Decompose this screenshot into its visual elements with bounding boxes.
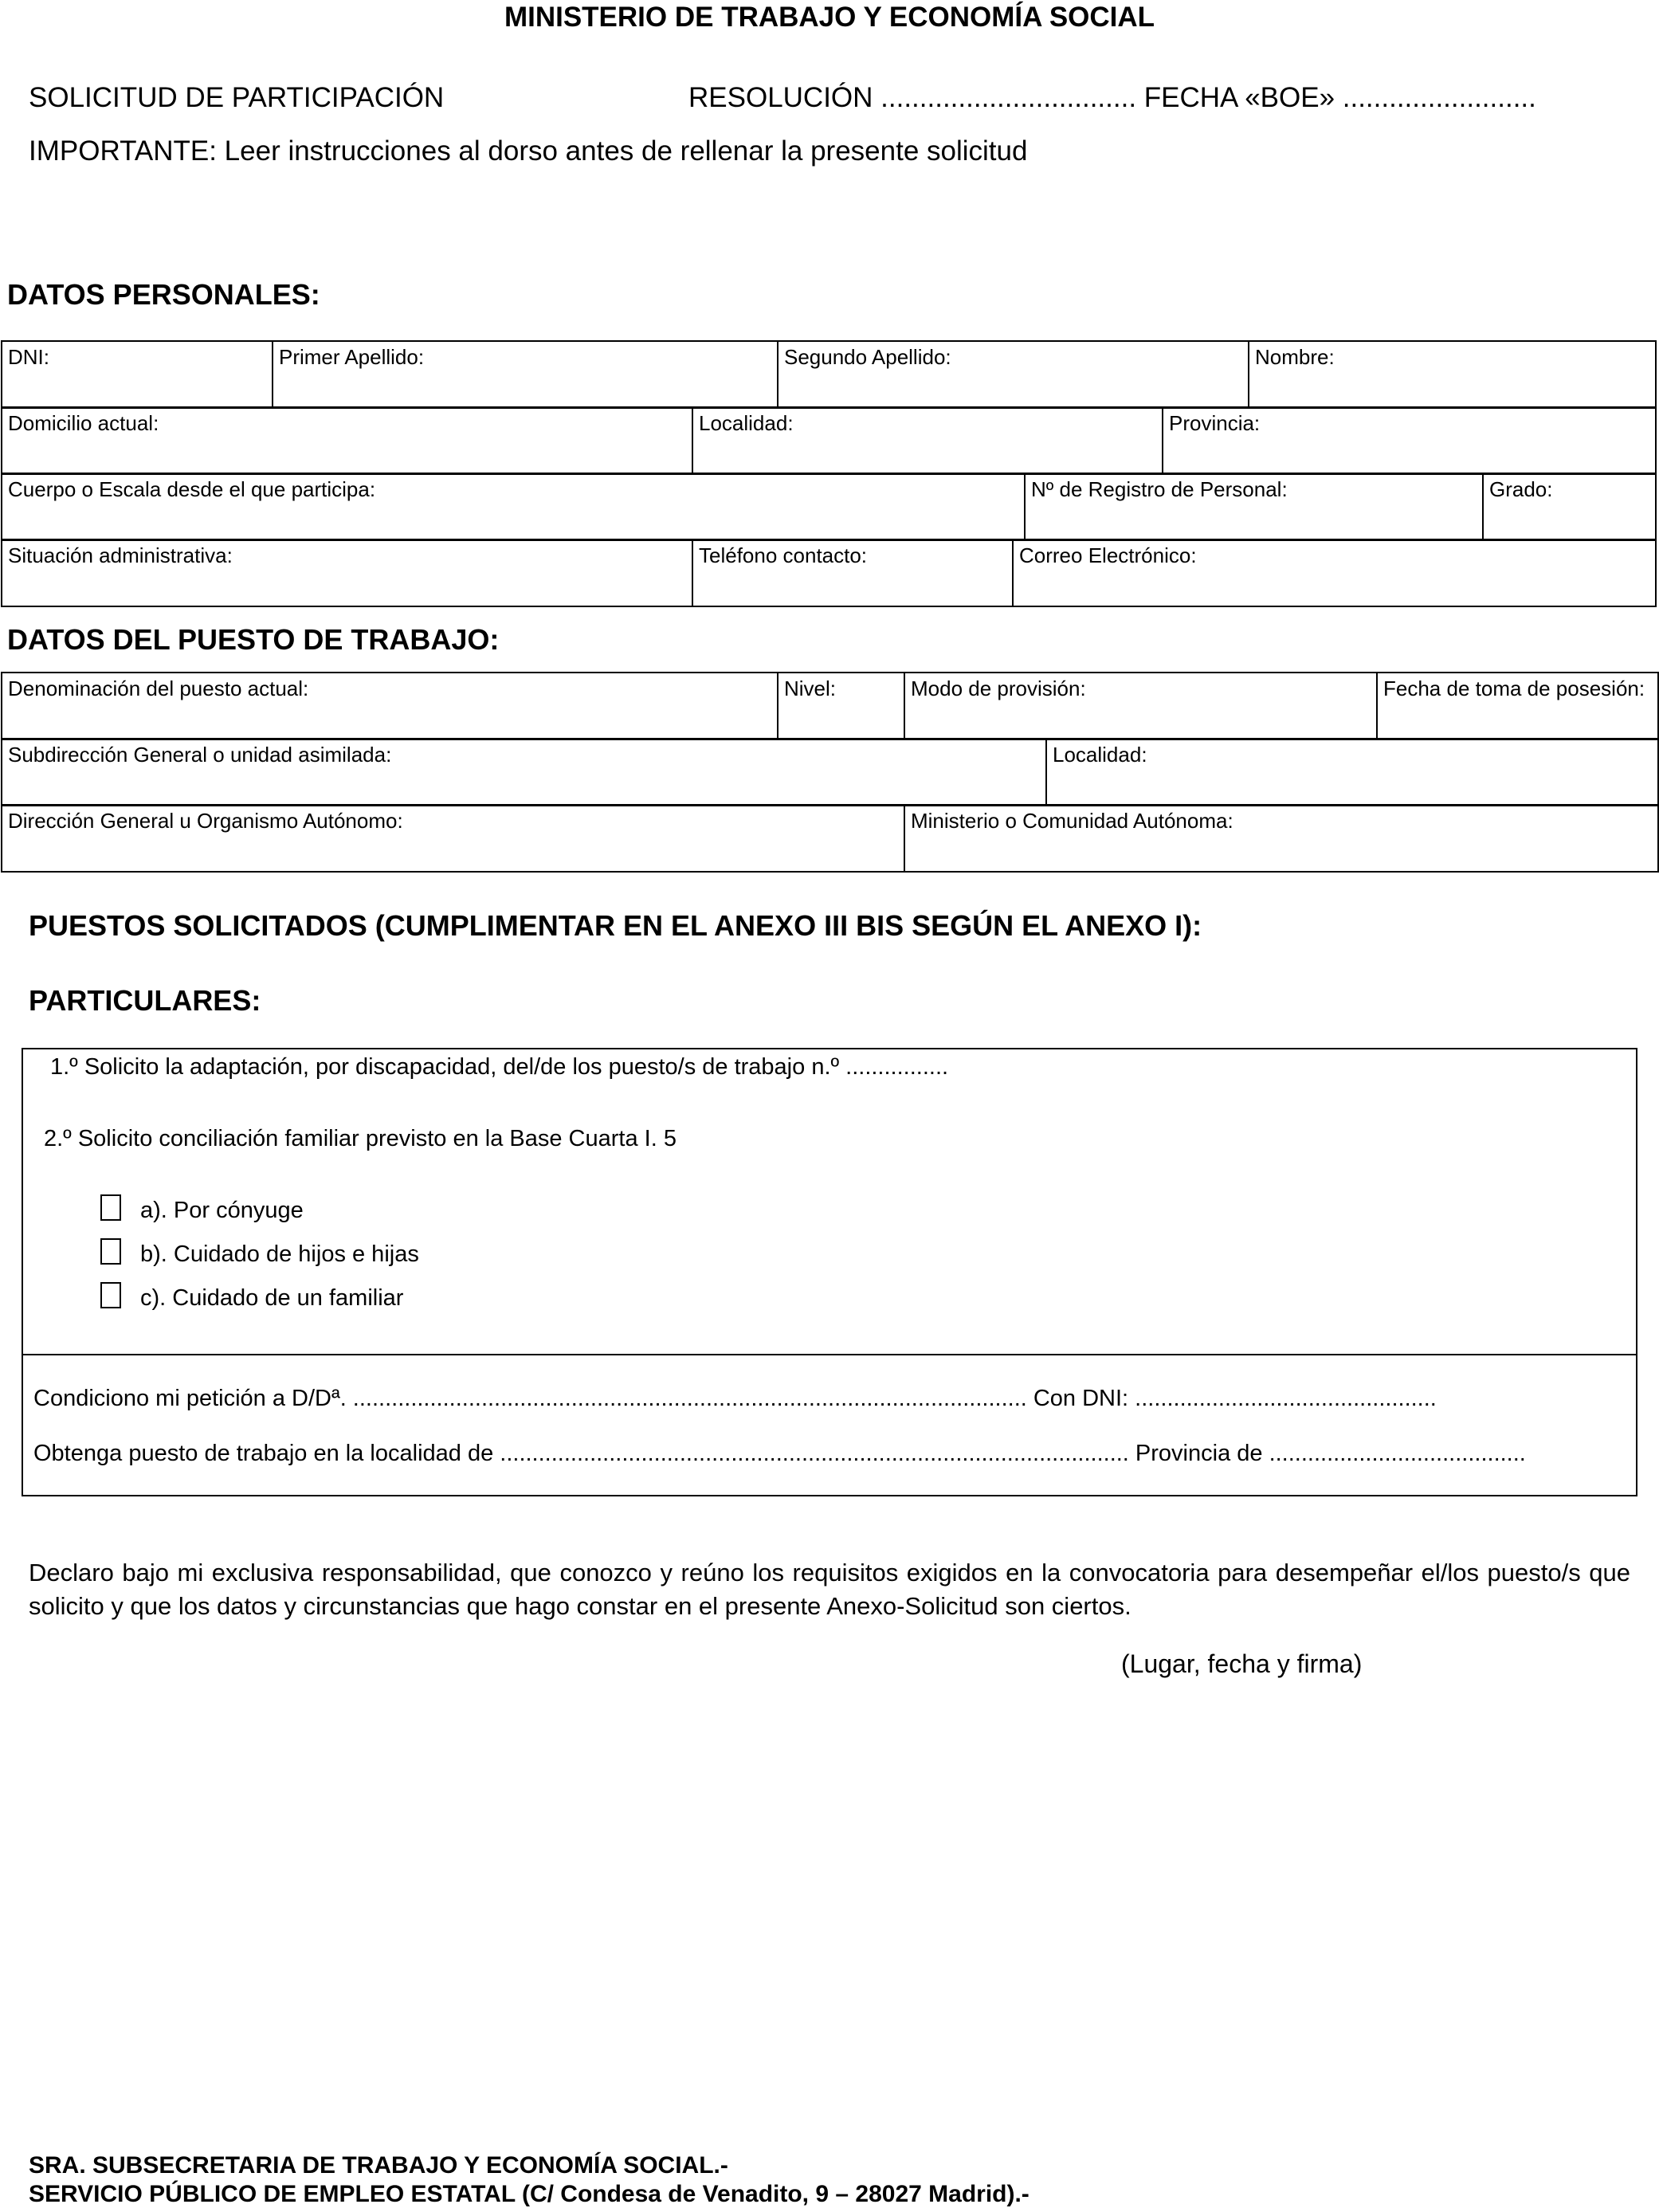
particulares-heading: PARTICULARES: [29,984,261,1017]
personal-row-2 [1,406,1657,475]
relative-checkbox[interactable] [100,1282,121,1308]
important-note: IMPORTANTE: Leer instrucciones al dorso antes de rellenar la presente solicitud [29,135,1028,167]
conditional-locality-line[interactable]: Obtenga puesto de trabajo en la localidad de .................................................................................................. Provincia de ........................................ [33,1441,1526,1466]
ministry-title: MINISTERIO DE TRABAJO Y ECONOMÍA SOCIAL [504,2,1155,33]
job-locality-field[interactable]: Localidad: [1046,739,1658,806]
declaration-text: Declaro bajo mi exclusiva responsabilidad, que conozco y reúno los requisitos exigidos en la convocatoria para desempeñar el/los puesto/s que solicito y que los datos y circunstancias que hago constar en el presente Anexo-Solicitud son ciertos. [29,1559,1630,1620]
subdirectorate-field[interactable]: Subdirección General o unidad asimilada: [2,739,1046,806]
option-spouse[interactable] [100,1194,304,1224]
administrative-status-field[interactable]: Situación administrativa: [2,539,692,606]
footer-recipient: SRA. SUBSECRETARIA DE TRABAJO Y ECONOMÍA SOCIAL.- [29,2152,728,2179]
grade-field[interactable]: Grado: [1483,473,1656,540]
provision-mode-field[interactable]: Modo de provisión: [904,673,1377,739]
particulares-box [22,1048,1637,1355]
general-directorate-field[interactable]: Dirección General u Organismo Autónomo: [2,805,904,872]
spouse-checkbox[interactable] [100,1194,121,1221]
signature-label: (Lugar, fecha y firma) [1121,1649,1363,1678]
contact-phone-field[interactable]: Teléfono contacto: [692,539,1013,606]
personal-row-1 [1,340,1657,409]
option-spouse-label: a). Por cónyuge [140,1198,304,1223]
resolution-line: RESOLUCIÓN ................................. FECHA «BOE» ......................... [688,82,1536,113]
children-checkbox[interactable] [100,1238,121,1265]
level-field[interactable]: Nivel: [778,673,904,739]
family-conciliation-line: 2.º Solicito conciliación familiar previsto en la Base Cuarta I. 5 [44,1126,677,1151]
option-children[interactable] [100,1238,419,1268]
corps-scale-field[interactable]: Cuerpo o Escala desde el que participa: [2,473,1025,540]
address-field[interactable]: Domicilio actual: [2,407,692,474]
province-field[interactable]: Provincia: [1163,407,1656,474]
personal-row-3 [1,473,1657,541]
ministry-field[interactable]: Ministerio o Comunidad Autónoma: [904,805,1658,872]
personal-row-4 [1,539,1657,607]
email-field[interactable]: Correo Electrónico: [1013,539,1656,606]
request-title: SOLICITUD DE PARTICIPACIÓN [29,82,445,113]
disability-adaptation-line: 1.º Solicito la adaptación, por discapacidad, del/de los puesto/s de trabajo n.º ................ [50,1054,949,1080]
possession-date-field[interactable]: Fecha de toma de posesión: [1377,673,1658,739]
first-surname-field[interactable]: Primer Apellido: [273,341,778,408]
locality-field[interactable]: Localidad: [692,407,1163,474]
option-children-label: b). Cuidado de hijos e hijas [140,1241,419,1267]
name-field[interactable]: Nombre: [1249,341,1656,408]
requested-positions-heading: PUESTOS SOLICITADOS (CUMPLIMENTAR EN EL ANEXO III BIS SEGÚN EL ANEXO I): [29,909,1202,942]
personal-data-heading: DATOS PERSONALES: [7,278,320,311]
job-row-3 [1,804,1659,873]
conditional-request-box [22,1354,1637,1496]
footer-address: SERVICIO PÚBLICO DE EMPLEO ESTATAL (C/ Condesa de Venadito, 9 – 28027 Madrid).- [29,2181,1030,2207]
current-position-field[interactable]: Denominación del puesto actual: [2,673,778,739]
second-surname-field[interactable]: Segundo Apellido: [778,341,1249,408]
option-relative-label: c). Cuidado de un familiar [140,1285,404,1311]
job-row-1 [1,672,1659,740]
dni-field[interactable]: DNI: [2,341,273,408]
job-data-heading: DATOS DEL PUESTO DE TRABAJO: [7,623,500,656]
conditional-person-line[interactable]: Condiciono mi petición a D/Dª. ......................................................................................................... Con DNI: ............................................... [33,1386,1437,1411]
job-row-2 [1,738,1659,806]
option-relative[interactable] [100,1282,403,1312]
personnel-registry-field[interactable]: Nº de Registro de Personal: [1025,473,1483,540]
